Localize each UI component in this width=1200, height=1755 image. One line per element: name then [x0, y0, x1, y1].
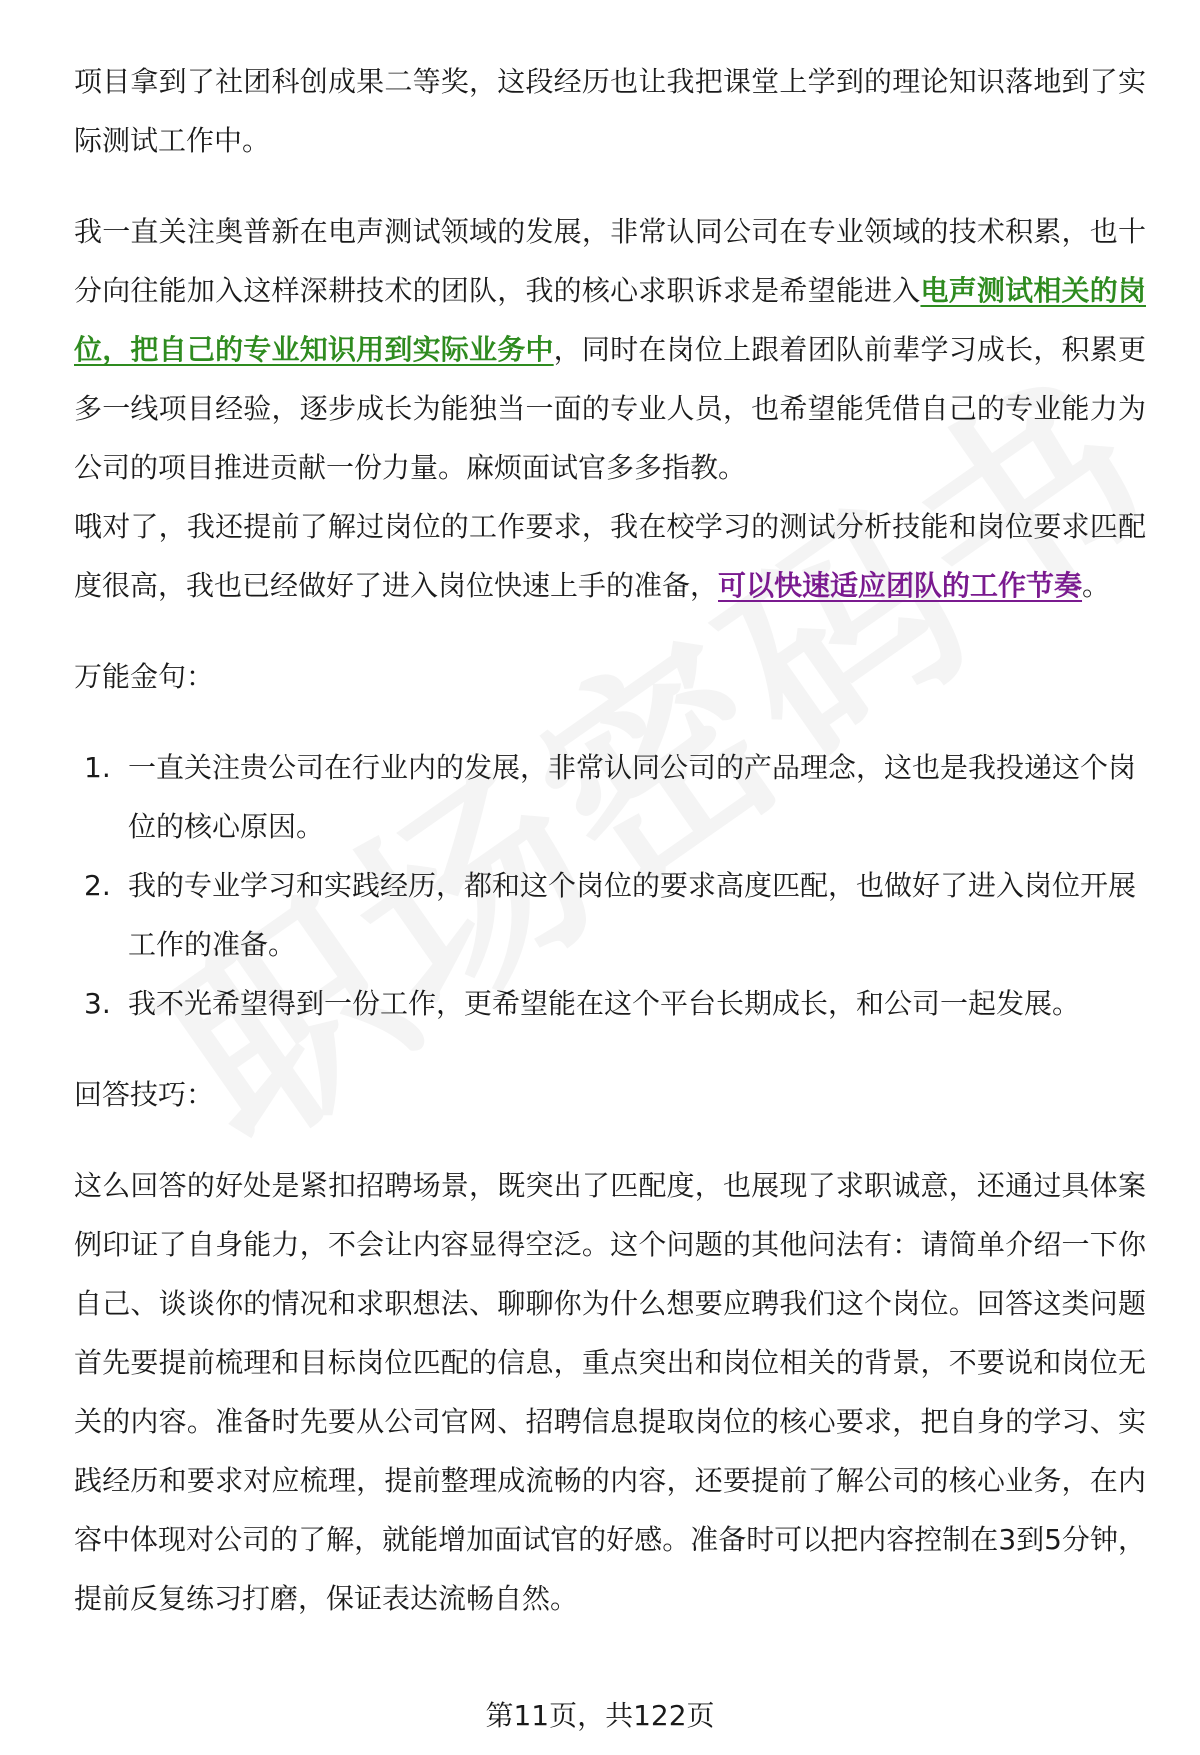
list-item-number: 2. — [84, 869, 111, 902]
paragraph-project-award: 项目拿到了社团科创成果二等奖，这段经历也让我把课堂上学到的理论知识落地到了实际测试工作中。 — [74, 65, 1146, 157]
paragraph-career-goal-text-2: ，同时在岗位上跟着团队前辈学习成长，积累更多一线项目经验，逐步成长为能独当一面的专业人员，也希望能凭借自己的专业能力为公司的项目推进贡献一份力量。麻烦面试官多多指教。 — [74, 333, 1146, 484]
paragraph-career-goal-text-1: 我一直关注奥普新在电声测试领域的发展，非常认同公司在专业领域的技术积累，也十分向往能加入这样深耕技术的团队，我的核心求职诉求是希望能进入 — [74, 215, 1146, 307]
paragraph-job-requirements — [74, 497, 1146, 615]
list-item — [74, 856, 1146, 974]
golden-sentences-list — [74, 738, 1146, 1033]
list-item-number: 1. — [84, 751, 111, 784]
paragraph-career-goal — [74, 202, 1146, 497]
answer-tips-heading: 回答技巧： — [74, 1078, 215, 1111]
document-body — [74, 52, 1146, 1628]
golden-sentences-heading: 万能金句： — [74, 660, 215, 693]
paragraph-job-requirements-text-1: 哦对了，我还提前了解过岗位的工作要求，我在校学习的测试分析技能和岗位要求匹配度很高，我也已经做好了进入岗位快速上手的准备， — [74, 510, 1146, 602]
list-item-number: 3. — [84, 987, 111, 1020]
paragraph-job-requirements-text-2: 。 — [1082, 569, 1111, 602]
highlight-purple-text: 可以快速适应团队的工作节奏 — [718, 569, 1083, 602]
list-item — [74, 738, 1146, 856]
list-item-text: 一直关注贵公司在行业内的发展，非常认同公司的产品理念，这也是我投递这个岗位的核心原因。 — [128, 751, 1137, 843]
list-item-text: 我的专业学习和实践经历，都和这个岗位的要求高度匹配，也做好了进入岗位开展工作的准备。 — [128, 869, 1137, 961]
highlight-green-text: 电声测试相关的岗位，把自己的专业知识用到实际业务中 — [74, 274, 1146, 366]
list-item-text: 我不光希望得到一份工作，更希望能在这个平台长期成长，和公司一起发展。 — [128, 987, 1081, 1020]
list-item — [74, 974, 1146, 1033]
answer-tips-paragraph: 这么回答的好处是紧扣招聘场景，既突出了匹配度，也展现了求职诚意，还通过具体案例印证了自身能力，不会让内容显得空泛。这个问题的其他问法有：请简单介绍一下你自己、谈谈你的情况和求职想法、聊聊你为什么想要应聘我们这个岗位。回答这类问题首先要提前梳理和目标岗位匹配的信息，重点突出和岗位相关的背景，不要说和岗位无关的内容。准备时先要从公司官网、招聘信息提取岗位的核心要求，把自身的学习、实践经历和要求对应梳理，提前整理成流畅的内容，还要提前了解公司的核心业务，在内容中体现对公司的了解，就能增加面试官的好感。准备时可以把内容控制在3到5分钟，提前反复练习打磨，保证表达流畅自然。 — [74, 1169, 1146, 1615]
page-number-footer: 第11页，共122页 — [485, 1699, 715, 1732]
